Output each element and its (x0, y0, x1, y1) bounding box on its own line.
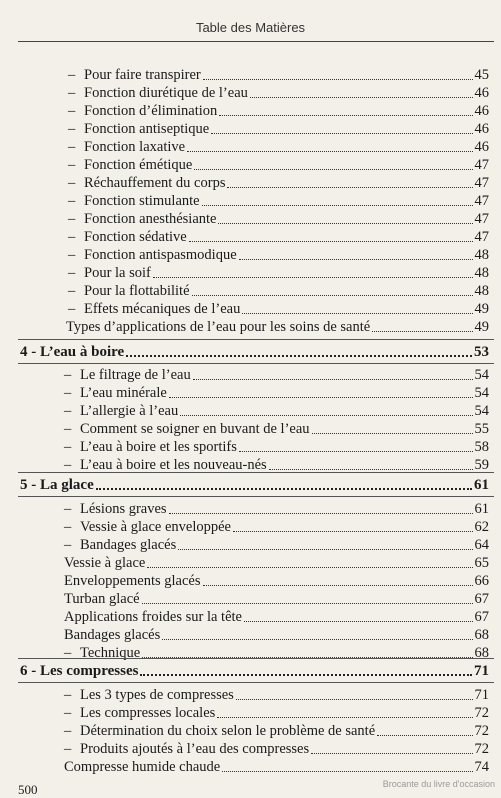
toc-entry-page: 71 (474, 687, 489, 703)
toc-entry-dash: – (68, 139, 76, 155)
toc-entry-label: Fonction sédative (84, 229, 187, 245)
toc-entry (64, 384, 489, 402)
toc-entry-label: Comment se soigner en buvant de l’eau (80, 421, 310, 437)
toc-entry-page: 46 (474, 103, 489, 119)
toc-entry-label: Types d’applications de l’eau pour les soins de santé (66, 319, 371, 335)
toc-entry-dash: – (64, 385, 72, 401)
toc-entry-dash: – (64, 723, 72, 739)
toc-entry-label: Applications froides sur la tête (64, 609, 242, 625)
toc-entry-label: Fonction stimulante (84, 193, 200, 209)
toc-entry-dash: – (64, 741, 72, 757)
toc-entry-page: 65 (474, 555, 489, 571)
toc-entry (68, 246, 489, 264)
dot-leader (250, 96, 473, 98)
toc-entry-label: Pour faire transpirer (84, 67, 201, 83)
toc-entry-page: 47 (474, 157, 489, 173)
toc-entry-label: Le filtrage de l’eau (80, 367, 191, 383)
toc-entry (64, 644, 489, 662)
toc-entry-label: Fonction diurétique de l’eau (84, 85, 248, 101)
toc-entry-label: Bandages glacés (64, 627, 161, 643)
toc-entry-page: 47 (474, 175, 489, 191)
toc-entry (68, 84, 489, 102)
toc-entry (64, 608, 489, 626)
toc-entry-page: 47 (474, 229, 489, 245)
toc-entry (64, 626, 489, 644)
toc-entry-dash: – (68, 229, 76, 245)
toc-entry-label: Produits ajoutés à l’eau des compresses (80, 741, 310, 757)
dot-leader (219, 114, 472, 116)
toc-entry-page: 48 (474, 265, 489, 281)
toc-entry (64, 518, 489, 536)
toc-entry-page: 55 (474, 421, 489, 437)
dot-leader (202, 204, 473, 206)
dot-leader (372, 330, 472, 332)
toc-entry-page: 68 (474, 645, 489, 661)
dot-leader (269, 468, 473, 470)
dot-leader (180, 414, 472, 416)
toc-entry-page: 47 (474, 211, 489, 227)
toc-entry (64, 366, 489, 384)
toc-entry (64, 420, 489, 438)
toc-entry (68, 102, 489, 120)
toc-entry-dash: – (68, 283, 76, 299)
toc-entry-dash: – (64, 645, 72, 661)
toc-entry-dash: – (64, 687, 72, 703)
toc-entry-page: 72 (474, 705, 489, 721)
toc-entry-dash: – (68, 157, 76, 173)
toc-entry (68, 228, 489, 246)
dot-leader (96, 487, 472, 490)
toc-entry-label: Fonction antiseptique (84, 121, 210, 137)
section-rule (18, 496, 494, 497)
dot-leader (187, 150, 472, 152)
toc-entry (64, 704, 489, 722)
toc-entry (68, 66, 489, 84)
toc-entry-dash: – (68, 211, 76, 227)
toc-entry-dash: – (64, 519, 72, 535)
toc-entry-dash: – (64, 403, 72, 419)
toc-entry-label: Compresse humide chaude (64, 759, 221, 775)
toc-entry-page: 61 (474, 477, 489, 493)
section-rule (18, 363, 494, 364)
toc-entry-dash: – (68, 103, 76, 119)
section-rule (18, 658, 494, 659)
toc-entry-dash: – (68, 121, 76, 137)
toc-entry-label: L’allergie à l’eau (80, 403, 179, 419)
dot-leader (227, 186, 472, 188)
dot-leader (244, 620, 473, 622)
toc-entry-page: 49 (474, 301, 489, 317)
toc-entry (64, 438, 489, 456)
toc-entry (64, 686, 489, 704)
toc-entry-label: 5 - La glace (20, 477, 94, 493)
dot-leader (194, 168, 472, 170)
toc-entry-dash: – (68, 301, 76, 317)
dot-leader (178, 548, 472, 550)
toc-entry-dash: – (68, 193, 76, 209)
toc-section-heading (20, 343, 489, 361)
toc-entry (68, 138, 489, 156)
toc-entry-dash: – (68, 85, 76, 101)
page-header-title: Table des Matières (195, 20, 306, 35)
toc-entry-dash: – (64, 439, 72, 455)
toc-entry (64, 740, 489, 758)
toc-entry-label: Les 3 types de compresses (80, 687, 234, 703)
toc-entry-dash: – (64, 367, 72, 383)
toc-entry-label: Fonction d’élimination (84, 103, 218, 119)
toc-entry-page: 53 (474, 344, 489, 360)
toc-entry-label: Détermination du choix selon le problème de santé (80, 723, 376, 739)
dot-leader (169, 396, 473, 398)
toc-entry-page: 47 (474, 193, 489, 209)
toc-entry-page: 72 (474, 723, 489, 739)
toc-entry-page: 59 (474, 457, 489, 473)
toc-entry-label: Les compresses locales (80, 705, 216, 721)
toc-entry-label: Pour la soif (84, 265, 151, 281)
toc-entry (64, 590, 489, 608)
toc-entry-page: 67 (474, 591, 489, 607)
toc-entry-dash: – (68, 265, 76, 281)
dot-leader (203, 78, 473, 80)
toc-entry-page: 58 (474, 439, 489, 455)
toc-entry-page: 71 (474, 663, 489, 679)
toc-entry-dash: – (68, 175, 76, 191)
dot-leader (162, 638, 472, 640)
toc-entry-dash: – (68, 67, 76, 83)
dot-leader (242, 312, 472, 314)
toc-entry-label: Fonction antispasmodique (84, 247, 237, 263)
toc-entry-page: 46 (474, 121, 489, 137)
toc-entry-page: 61 (474, 501, 489, 517)
dot-leader (189, 240, 473, 242)
toc-entry-label: Vessie à glace (64, 555, 146, 571)
toc-entry-page: 62 (474, 519, 489, 535)
toc-entry-page: 46 (474, 85, 489, 101)
toc-entry-page: 64 (474, 537, 489, 553)
toc-entry-page: 46 (474, 139, 489, 155)
toc-entry-label: Réchauffement du corps (84, 175, 226, 191)
toc-entry-label: Pour la flottabilité (84, 283, 190, 299)
toc-entry (68, 282, 489, 300)
watermark-text: Brocante du livre d'occasion (382, 779, 495, 789)
dot-leader (126, 354, 472, 357)
toc-entry-page: 45 (474, 67, 489, 83)
dot-leader (239, 258, 473, 260)
page-number: 500 (18, 782, 38, 797)
dot-leader (193, 378, 473, 380)
toc-entry-label: Turban glacé (64, 591, 140, 607)
toc-entry (64, 722, 489, 740)
dot-leader (169, 512, 473, 514)
toc-entry-page: 74 (474, 759, 489, 775)
dot-leader (233, 530, 473, 532)
toc-entry (64, 554, 489, 572)
toc-entry-label: Vessie à glace enveloppée (80, 519, 231, 535)
toc-entry-page: 48 (474, 247, 489, 263)
toc-entry (64, 758, 489, 776)
dot-leader (153, 276, 473, 278)
dot-leader (217, 716, 472, 718)
toc-entry-page: 68 (474, 627, 489, 643)
toc-entry-dash: – (64, 537, 72, 553)
dot-leader (311, 752, 472, 754)
section-rule (18, 339, 494, 340)
toc-entry-label: Enveloppements glacés (64, 573, 201, 589)
toc-entry (64, 500, 489, 518)
toc-entry-page: 67 (474, 609, 489, 625)
toc-entry-label: L’eau à boire et les nouveau-nés (80, 457, 267, 473)
toc-entry (64, 536, 489, 554)
dot-leader (236, 698, 473, 700)
dot-leader (211, 132, 472, 134)
dot-leader (218, 222, 472, 224)
toc-entry (68, 300, 489, 318)
toc-entry-dash: – (64, 705, 72, 721)
toc-entry-label: 4 - L’eau à boire (20, 344, 125, 360)
toc-entry (68, 192, 489, 210)
dot-leader (192, 294, 473, 296)
toc-entry (68, 120, 489, 138)
dot-leader (140, 673, 472, 676)
toc-entry-page: 72 (474, 741, 489, 757)
toc-entry-label: L’eau minérale (80, 385, 167, 401)
toc-entry-label: Bandages glacés (80, 537, 177, 553)
dot-leader (239, 450, 473, 452)
toc-entry-page: 48 (474, 283, 489, 299)
toc-entry-label: Fonction laxative (84, 139, 186, 155)
toc-entry-label: Fonction anesthésiante (84, 211, 217, 227)
toc-entry-dash: – (64, 457, 72, 473)
toc-entry (64, 572, 489, 590)
dot-leader (147, 566, 472, 568)
toc-entry-page: 54 (474, 403, 489, 419)
toc-entry-label: Effets mécaniques de l’eau (84, 301, 241, 317)
toc-entry (68, 210, 489, 228)
toc-entry-label: Fonction émétique (84, 157, 193, 173)
toc-section-heading (20, 662, 489, 680)
toc-entry (68, 156, 489, 174)
toc-entry (68, 174, 489, 192)
toc-entry (64, 402, 489, 420)
toc-entry-label: L’eau à boire et les sportifs (80, 439, 237, 455)
toc-section-heading (20, 476, 489, 494)
dot-leader (312, 432, 473, 434)
dot-leader (142, 602, 473, 604)
toc-entry-page: 54 (474, 367, 489, 383)
dot-leader (377, 734, 472, 736)
toc-entry-page: 66 (474, 573, 489, 589)
toc-entry-label: Technique (80, 645, 141, 661)
toc-entry (66, 318, 489, 336)
dot-leader (203, 584, 473, 586)
toc-entry-dash: – (64, 421, 72, 437)
toc-entry (68, 264, 489, 282)
section-rule (18, 472, 494, 473)
toc-entry-page: 54 (474, 385, 489, 401)
dot-leader (222, 770, 472, 772)
toc-entry-label: 6 - Les compresses (20, 663, 139, 679)
toc-entry-dash: – (68, 247, 76, 263)
section-rule (18, 682, 494, 683)
toc-entry-dash: – (64, 501, 72, 517)
toc-entry-label: Lésions graves (80, 501, 167, 517)
toc-entry-page: 49 (474, 319, 489, 335)
